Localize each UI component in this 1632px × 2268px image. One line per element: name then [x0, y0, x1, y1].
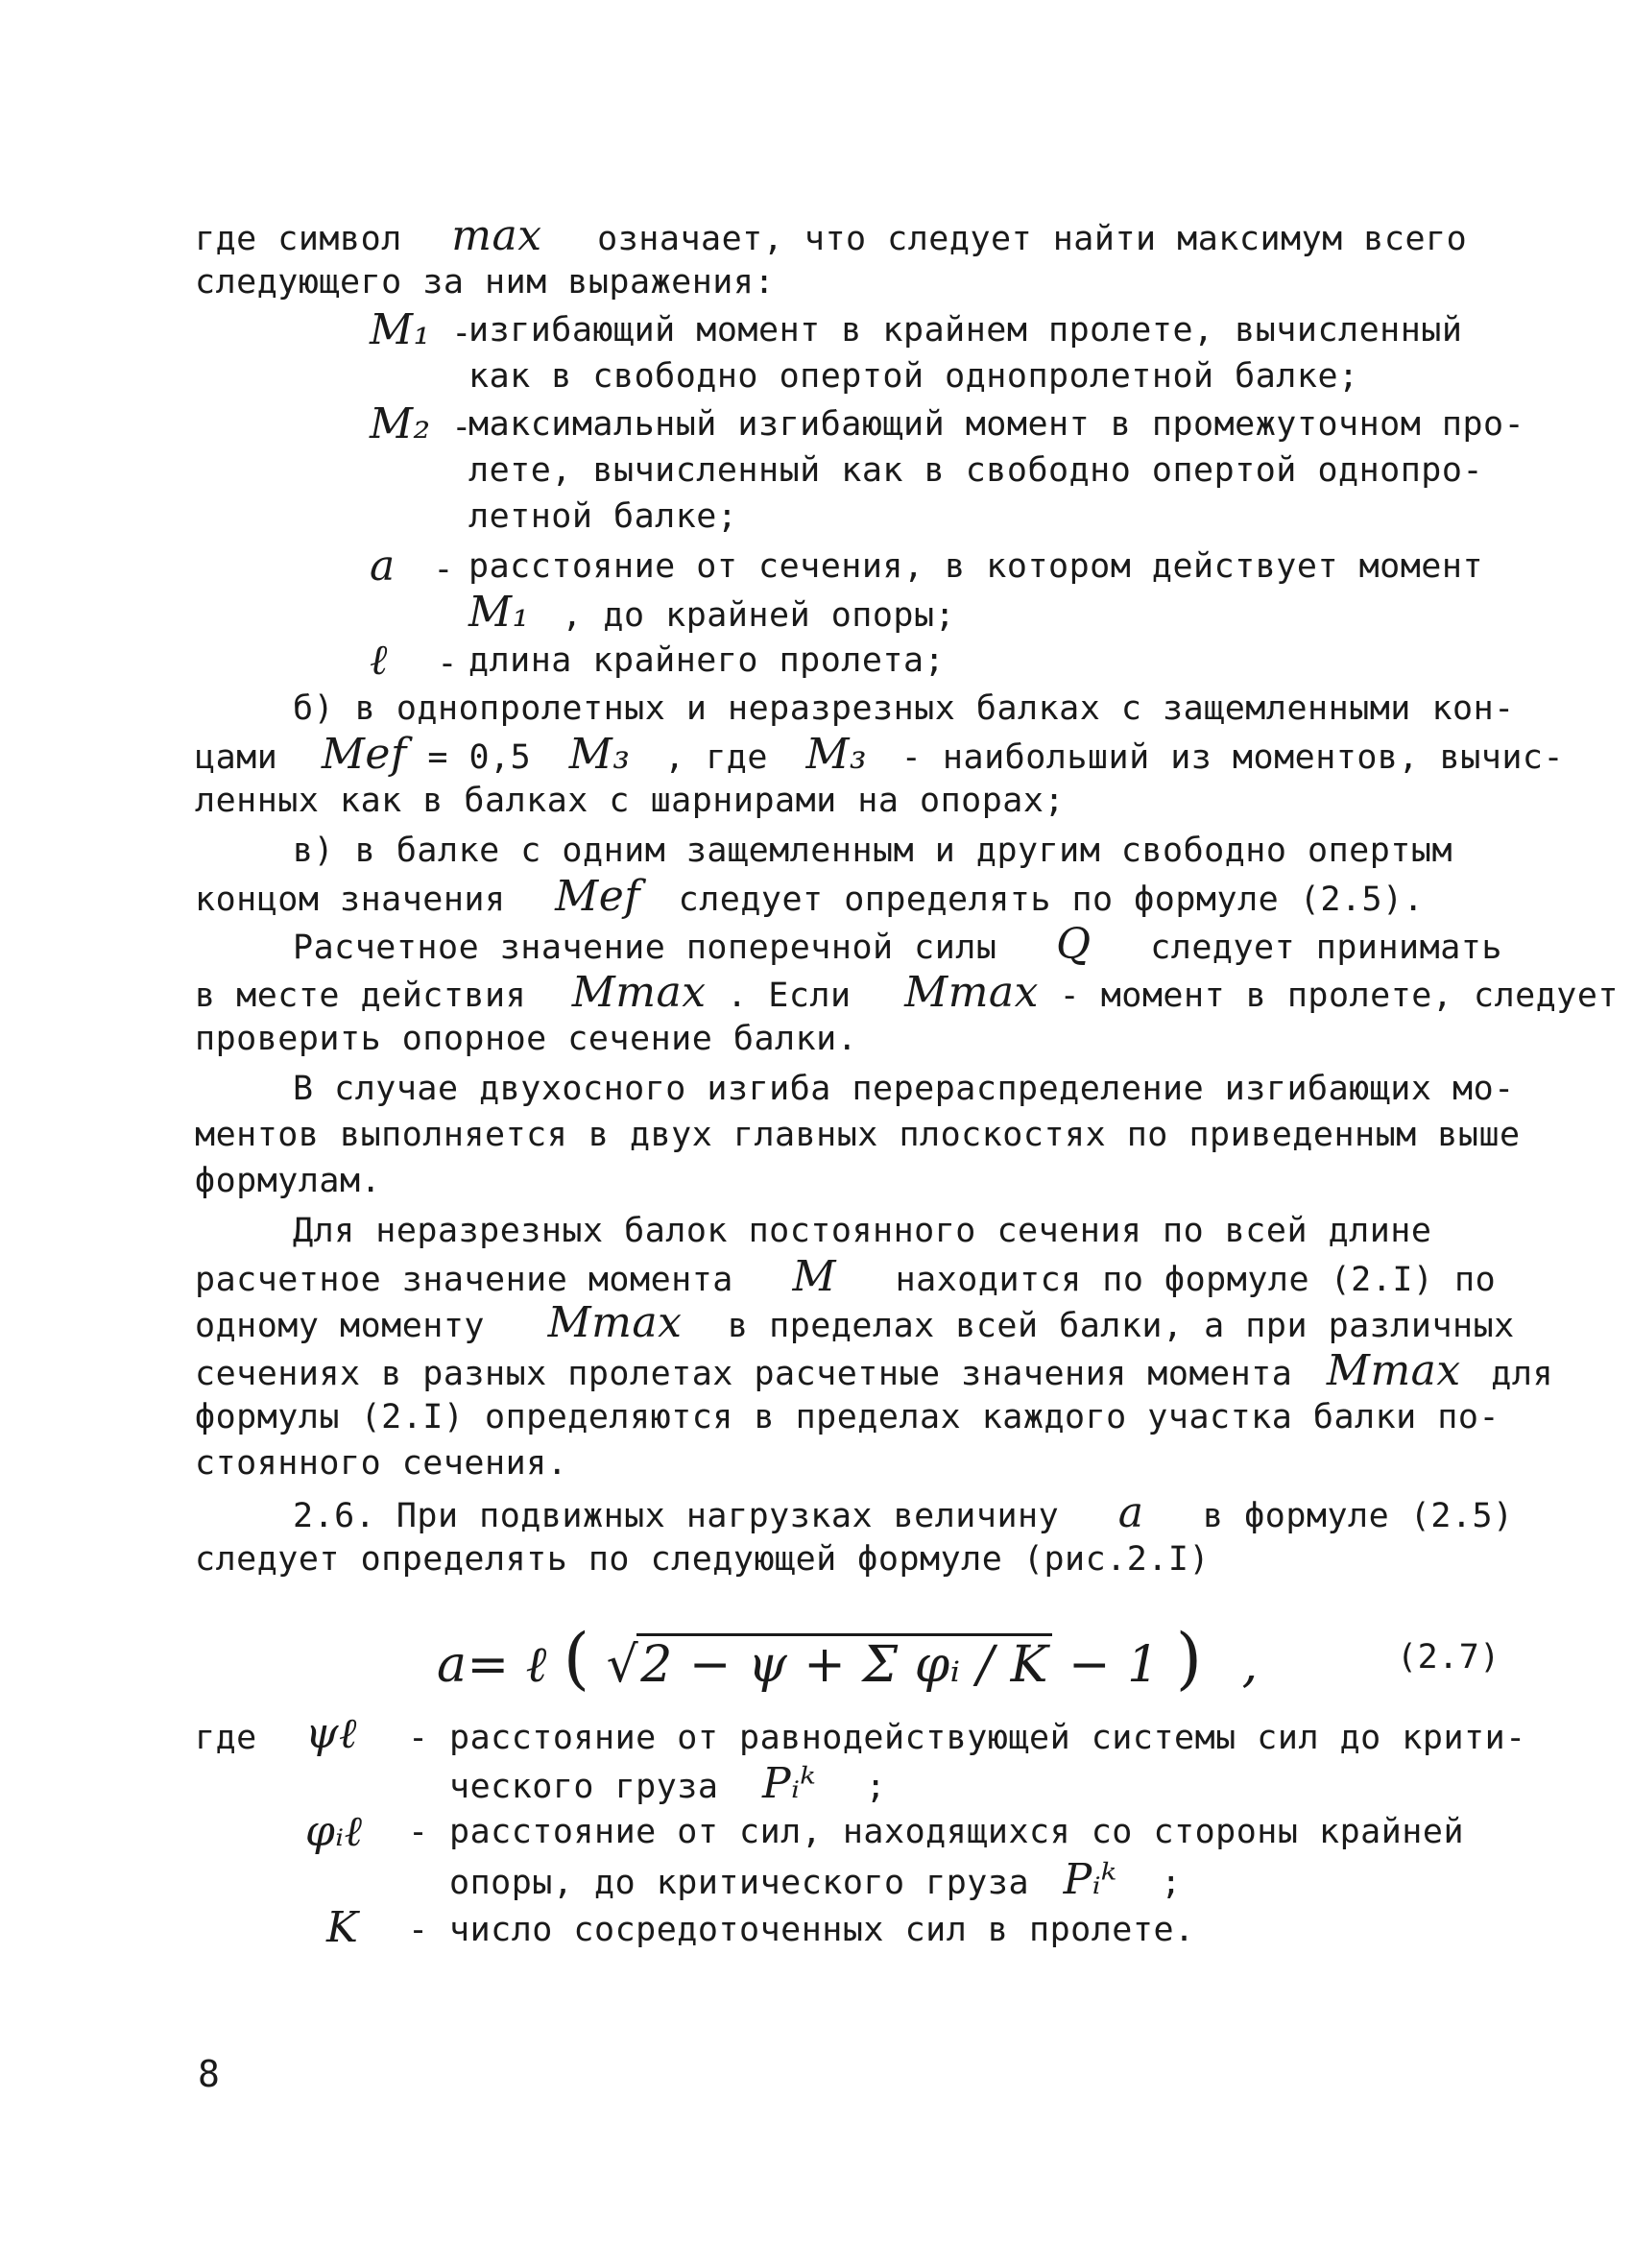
- para-cont-line-6: стоянного сечения.: [195, 1444, 568, 1483]
- dash: -: [451, 314, 472, 352]
- para-b-line-2: [195, 732, 1564, 781]
- dash: -: [451, 408, 472, 446]
- text: в формуле (2.5): [1203, 1497, 1514, 1535]
- formula-minus-one: − 1: [1068, 1636, 1160, 1694]
- para-v-line-1: в) в балке с одним защемленным и другим свободно опертым: [293, 832, 1453, 870]
- para-cont-line-5: формулы (2.I) определяются в пределах каждого участка балки по-: [195, 1398, 1500, 1436]
- text: = 0,5: [427, 738, 532, 777]
- where-label: где: [195, 1719, 257, 1757]
- symbol-psi-l: ψℓ: [305, 1709, 357, 1758]
- def-m2-line-3: летной балке;: [468, 497, 738, 536]
- text: . Если: [727, 977, 852, 1015]
- formula-2-7: a= ℓ ( √2 − ψ + Σ φᵢ / K − 1 ) ,: [437, 1619, 1259, 1698]
- def-a-line-1: расстояние от сечения, в котором действует момент: [468, 547, 1484, 586]
- text: означает, что следует найти максимум всего: [597, 220, 1468, 258]
- para-26-line-1: [293, 1490, 1514, 1539]
- symbol-a: a: [1117, 1488, 1144, 1537]
- def-m1-line-2: как в свободно опертой однопролетной балке;: [468, 357, 1359, 396]
- para-cont-line-1: Для неразрезных балок постоянного сечения по всей длине: [293, 1212, 1432, 1250]
- formula-comma: ,: [1241, 1636, 1259, 1694]
- def-m2-line-2: лете, вычисленный как в свободно опертой однопро-: [468, 451, 1484, 490]
- term-l: [370, 638, 458, 687]
- symbol-mmax: Mmax: [571, 968, 707, 1017]
- formula-lhs: a= ℓ: [437, 1636, 547, 1694]
- term-k: [326, 1905, 358, 1954]
- para-b-line-3: ленных как в балках с шарнирами на опорах;: [195, 782, 1066, 820]
- text: цами: [195, 738, 278, 777]
- text: находится по формуле (2.I) по: [895, 1261, 1497, 1299]
- para-q-line-2: [195, 970, 1619, 1019]
- para-cont-line-3: [195, 1300, 1515, 1349]
- para-biaxial-line-1: В случае двухосного изгиба перераспределение изгибающих мо-: [293, 1070, 1515, 1108]
- symbol-pik: Pᵢᵏ: [1063, 1855, 1117, 1904]
- text: следует определять по формуле (2.5).: [678, 881, 1425, 919]
- where-psi-line-1: расстояние от равнодействующей системы сил до крити-: [449, 1719, 1526, 1757]
- where-k-line-1: число сосредоточенных сил в пролете.: [449, 1911, 1195, 1949]
- text: - момент в пролете, следует: [1059, 977, 1620, 1015]
- where-phi-line-1: расстояние от сил, находящихся со стороны крайней: [449, 1813, 1465, 1851]
- paren-close: ): [1175, 1619, 1203, 1698]
- symbol-phi-i-l: φᵢℓ: [305, 1807, 363, 1856]
- text: для: [1491, 1355, 1554, 1393]
- term-m1: [370, 307, 472, 356]
- para-q-line-1: [293, 922, 1502, 971]
- text: одному моменту: [195, 1307, 486, 1345]
- text: ческого груза: [449, 1768, 719, 1806]
- para-biaxial-line-2: ментов выполняется в двух главных плоскостях по приведенным выше: [195, 1116, 1521, 1154]
- text: расчетное значение момента: [195, 1261, 733, 1299]
- dash: -: [433, 550, 454, 589]
- intro-line-1: [195, 213, 1467, 262]
- intro-line-2: следующего за ним выражения:: [195, 263, 776, 302]
- text: в пределах всей балки, а при различных: [728, 1307, 1515, 1345]
- para-cont-line-2: [195, 1254, 1496, 1303]
- symbol-mmax: Mmax: [1326, 1346, 1461, 1395]
- symbol-l: ℓ: [370, 636, 388, 685]
- def-m2-line-1: максимальный изгибающий момент в промежуточном про-: [468, 405, 1525, 444]
- text: концом значения: [195, 881, 506, 919]
- text: опоры, до критического груза: [449, 1864, 1030, 1902]
- term-phi-l: [305, 1809, 363, 1858]
- symbol-k: K: [326, 1903, 359, 1952]
- symbol-m: M: [792, 1252, 837, 1301]
- term-m2: [370, 401, 472, 450]
- para-b-line-1: б) в однопролетных и неразрезных балках с защемленными кон-: [293, 689, 1515, 728]
- dash: -: [437, 644, 458, 683]
- term-psi-l: [305, 1711, 357, 1760]
- where-psi-line-2: [449, 1761, 886, 1810]
- symbol-mmax: Mmax: [547, 1298, 683, 1347]
- where-phi-line-2: [449, 1857, 1182, 1906]
- symbol-m2: M₂: [370, 399, 431, 448]
- symbol-max: max: [451, 211, 542, 260]
- symbol-pik: Pᵢᵏ: [762, 1759, 817, 1808]
- symbol-m1: M₁: [468, 588, 530, 637]
- symbol-m3: M₃: [568, 730, 631, 779]
- text: - наибольший из моментов, вычис-: [900, 738, 1565, 777]
- def-m1-line-1: изгибающий момент в крайнем пролете, вычисленный: [468, 311, 1463, 350]
- def-l-line-1: длина крайнего пролета;: [468, 641, 946, 680]
- symbol-mef: Mef: [555, 872, 641, 921]
- def-a-line-2: [468, 590, 955, 639]
- formula-root: 2 − ψ + Σ φᵢ / K: [636, 1633, 1052, 1694]
- paren-open: (: [563, 1619, 590, 1698]
- text: , где: [664, 738, 768, 777]
- para-biaxial-line-3: формулам.: [195, 1162, 382, 1200]
- symbol-q: Q: [1056, 920, 1092, 969]
- para-v-line-2: [195, 874, 1424, 923]
- text: ;: [1161, 1864, 1182, 1902]
- where-dash-1: -: [408, 1719, 429, 1757]
- symbol-m1: M₁: [370, 305, 431, 354]
- text: в месте действия: [195, 977, 527, 1015]
- text: 2.6. При подвижных нагрузках величину: [293, 1497, 1060, 1535]
- text: где символ: [195, 220, 402, 258]
- text: сечениях в разных пролетах расчетные значения момента: [195, 1355, 1293, 1393]
- para-cont-line-4: [195, 1348, 1553, 1397]
- where-dash-2: -: [408, 1813, 429, 1851]
- page-number: 8: [198, 2053, 221, 2095]
- term-a: [370, 543, 454, 592]
- symbol-a: a: [370, 542, 396, 591]
- text: Расчетное значение поперечной силы: [293, 929, 997, 967]
- symbol-m3: M₃: [805, 730, 868, 779]
- where-dash-3: -: [408, 1911, 429, 1949]
- para-26-line-2: следует определять по следующей формуле (рис.2.I): [195, 1540, 1211, 1579]
- text: , до крайней опоры;: [562, 596, 956, 635]
- para-q-line-3: проверить опорное сечение балки.: [195, 1020, 858, 1058]
- text: следует принимать: [1150, 929, 1502, 967]
- equation-number: (2.7): [1397, 1638, 1500, 1677]
- text: ;: [865, 1768, 887, 1806]
- symbol-mmax: Mmax: [904, 968, 1039, 1017]
- symbol-mef: Mef: [321, 730, 407, 779]
